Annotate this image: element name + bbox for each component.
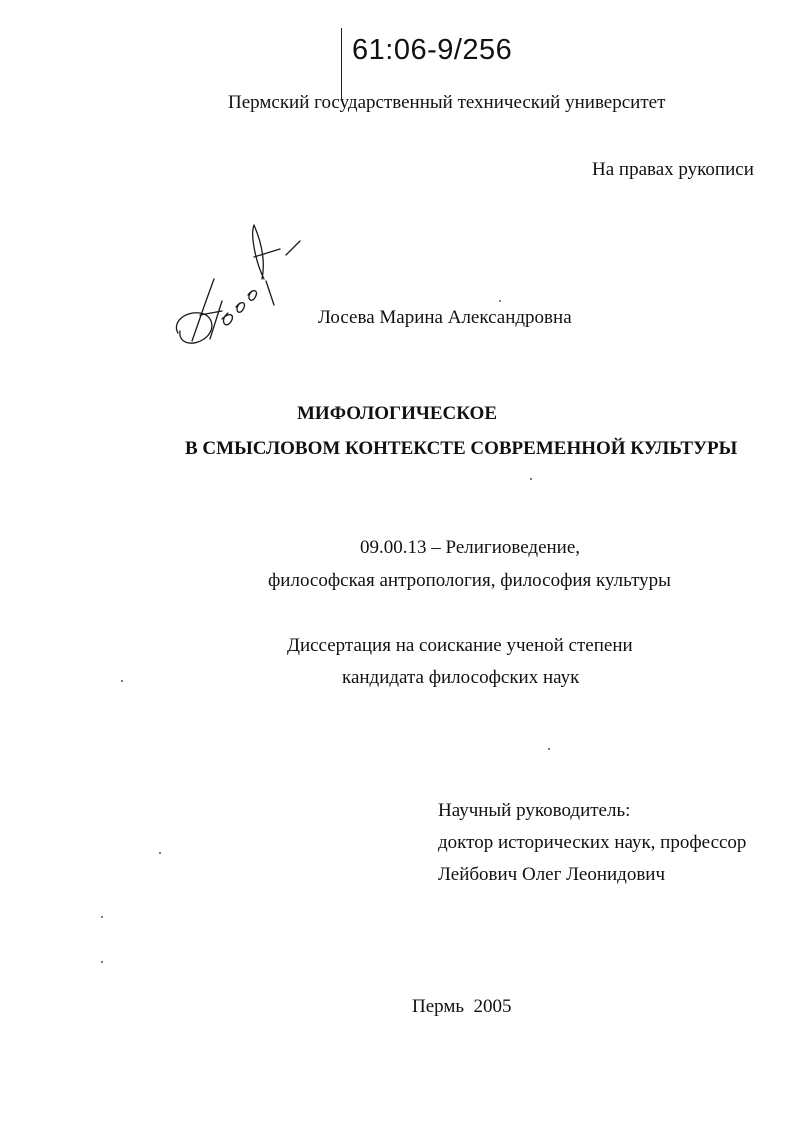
scan-speck	[159, 852, 161, 854]
thesis-title-line-1: МИФОЛОГИЧЕСКОЕ	[297, 403, 497, 424]
supervisor-rank: доктор исторических наук, профессор	[438, 832, 747, 853]
scan-speck	[101, 916, 103, 918]
author-name: Лосева Марина Александровна	[318, 307, 572, 328]
specialty-code: 09.00.13 – Религиоведение,	[360, 537, 581, 558]
degree-line-1: Диссертация на соискание ученой степени	[287, 635, 633, 656]
scan-speck	[548, 748, 550, 750]
author-signature	[170, 215, 310, 355]
scan-speck	[121, 680, 123, 682]
place-and-year: Пермь 2005	[412, 996, 512, 1017]
catalog-number: 61:06-9/256	[352, 34, 513, 66]
scan-speck	[101, 961, 103, 963]
scan-speck	[530, 478, 532, 480]
catalog-stamp-rule	[341, 28, 342, 100]
supervisor-name: Лейбович Олег Леонидович	[438, 864, 666, 885]
scan-speck	[499, 300, 501, 302]
manuscript-note: На правах рукописи	[592, 159, 754, 180]
degree-line-2: кандидата философских наук	[342, 667, 580, 688]
thesis-title-line-2: В СМЫСЛОВОМ КОНТЕКСТЕ СОВРЕМЕННОЙ КУЛЬТУРЫ	[185, 438, 738, 459]
institution-name: Пермский государственный технический университет	[228, 92, 666, 113]
specialty-fields: философская антропология, философия культуры	[268, 570, 671, 591]
supervisor-heading: Научный руководитель:	[438, 800, 631, 821]
